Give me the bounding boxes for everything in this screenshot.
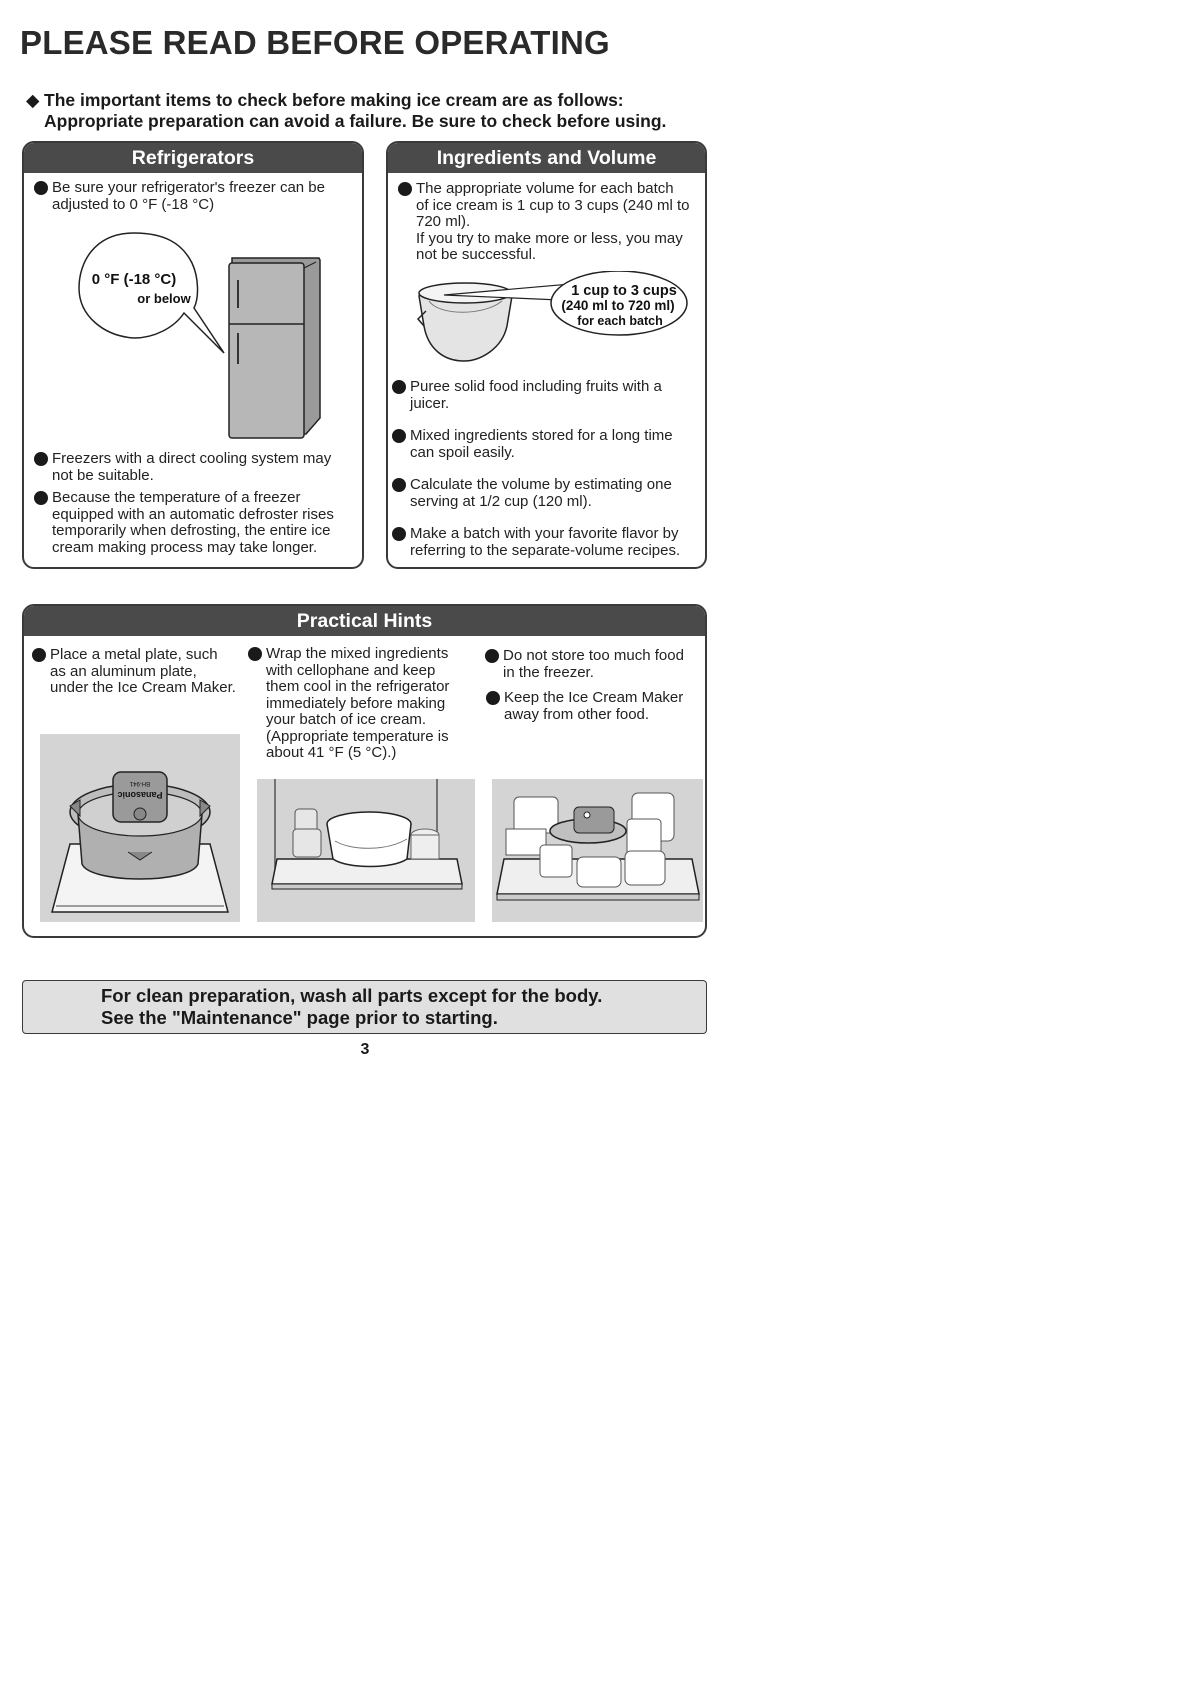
ingredients-bullet-3: Mixed ingredients stored for a long time can spoil easily. [386,428,700,461]
hint-wrap-ingredients: Wrap the mixed ingredients with cellophane and keep them cool in the refrigerator immediately before making your batch of ice cream. (Appropriate temperature is about 41 °F (5 °C).) [238,646,463,762]
intro-line-2: Appropriate preparation can avoid a failure. Be sure to check before using. [44,111,667,131]
diamond-bullet-icon: ◆ [26,90,40,110]
callout-or-below: or below [137,291,191,306]
callout-each-batch: for each batch [577,314,663,328]
maker-brand-label: Panasonic [117,790,163,800]
ice-cream-maker-on-plate-image [40,734,240,922]
bullet-dot-icon [248,647,262,661]
callout-ml: (240 ml to 720 ml) [561,298,675,313]
bullet-dot-icon [34,181,48,195]
refrigerators-bullet-2: Freezers with a direct cooling system may not be suitable. [24,451,354,484]
notice-line-1: For clean preparation, wash all parts except for the body. [101,985,603,1006]
refrigerators-panel [22,141,364,569]
refrigerators-bullet-1: Be sure your refrigerator's freezer can be adjusted to 0 °F (-18 °C) [24,180,354,213]
callout-cups: 1 cup to 3 cups [571,283,677,299]
refrigerators-header: Refrigerators [24,143,362,173]
bullet-dot-icon [485,649,499,663]
freezer-with-ice-cream-maker-image [492,779,703,922]
hint-freezer-space: Do not store too much food in the freezer. [475,648,705,681]
bullet-dot-icon [392,429,406,443]
ingredients-panel [386,141,707,569]
maker-model-label: BH-941 [129,780,151,786]
fridge-body [229,263,304,438]
bullet-dot-icon [398,182,412,196]
practical-hints-panel [22,604,707,938]
callout-temperature: 0 °F (-18 °C) [91,271,177,288]
cleaning-notice [22,980,707,1034]
page-title: PLEASE READ BEFORE OPERATING [20,24,610,61]
bullet-dot-icon [392,380,406,394]
ingredients-bullet-2: Puree solid food including fruits with a juicer. [386,379,700,412]
bullet-dot-icon [34,491,48,505]
ingredients-bullet-5: Make a batch with your favorite flavor by referring to the separate-volume recipes. [386,526,700,559]
bowl-volume-illustration [414,271,704,371]
practical-hints-header: Practical Hints [24,606,705,636]
ingredients-bullet-4: Calculate the volume by estimating one serving at 1/2 cup (120 ml). [386,477,700,510]
bullet-dot-icon [34,452,48,466]
intro-text [26,90,786,132]
wrapped-ingredients-in-refrigerator-image [257,779,475,922]
bullet-dot-icon [392,527,406,541]
ingredients-header: Ingredients and Volume [388,143,705,173]
hint-away-from-food: Keep the Ice Cream Maker away from other food. [476,690,706,723]
refrigerator-illustration [74,228,334,443]
bullet-dot-icon [392,478,406,492]
notice-line-2: See the "Maintenance" page prior to starting. [101,1007,498,1028]
intro-line-1: The important items to check before making ice cream are as follows: [44,90,624,110]
bullet-dot-icon [32,648,46,662]
page-number: 3 [360,1041,370,1058]
hint-metal-plate: Place a metal plate, such as an aluminum plate, under the Ice Cream Maker. [22,647,247,697]
refrigerators-bullet-3: Because the temperature of a freezer equipped with an automatic defroster rises temporarily when defrosting, the entire ice cream making process may take longer. [24,490,354,556]
ingredients-bullet-1: The appropriate volume for each batch of ice cream is 1 cup to 3 cups (240 ml to 720 ml). If you try to make more or less, you may not be successful. [388,181,706,264]
bullet-dot-icon [486,691,500,705]
